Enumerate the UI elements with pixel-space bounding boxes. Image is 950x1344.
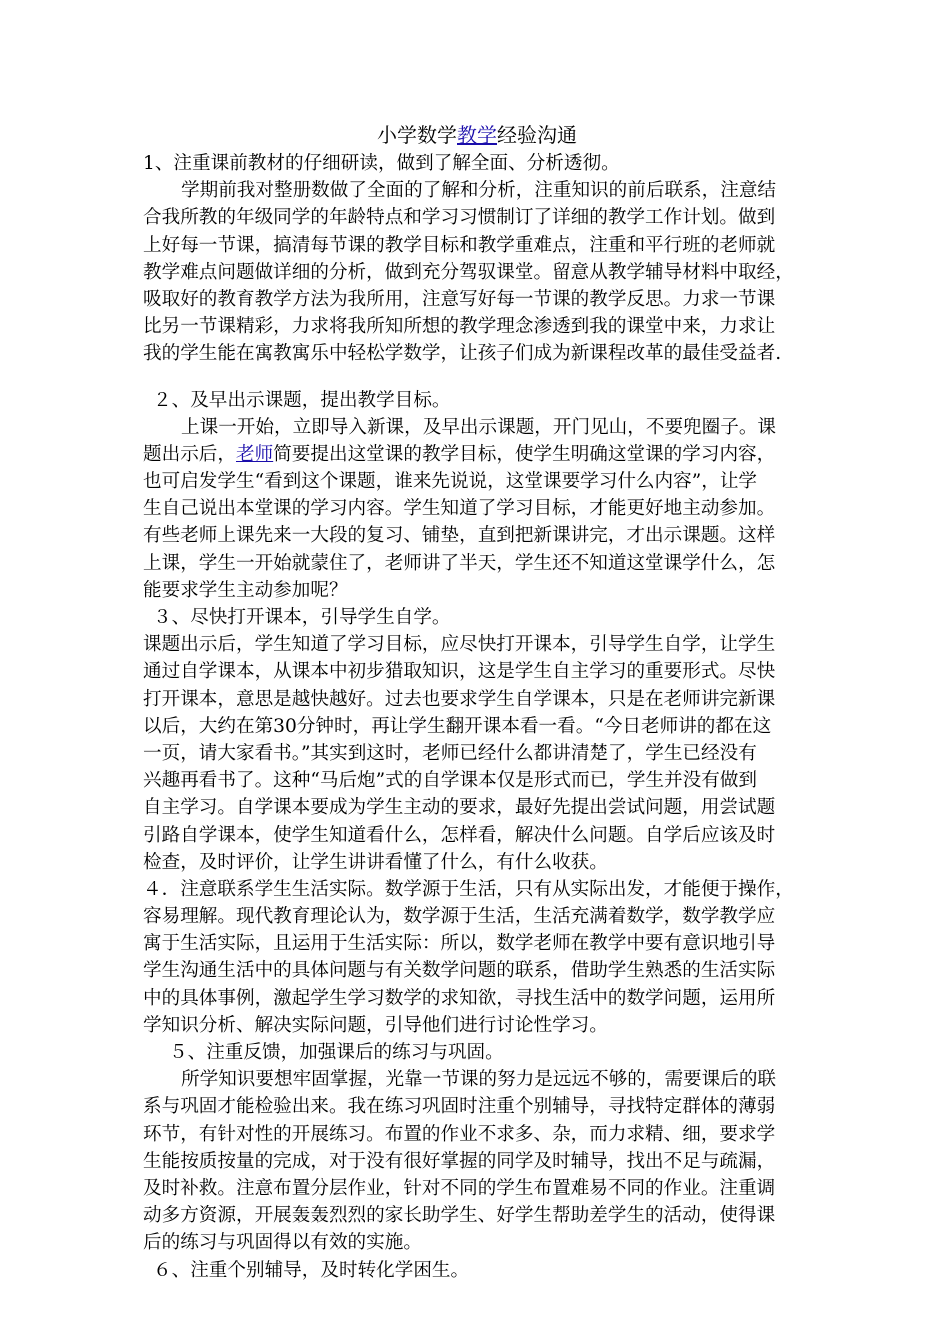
document-body — [143, 120, 811, 1284]
section-3-line: 一页，请大家看书。”其实到这时，老师已经什么都讲清楚了，学生已经没有 — [143, 742, 757, 764]
section-4-line: 中的具体事例，激起学生学习数学的求知欲，寻找生活中的数学问题，运用所 — [143, 987, 776, 1009]
section-3-line: 课题出示后，学生知道了学习目标，应尽快打开课本，引导学生自学，让学生 — [143, 634, 776, 656]
section-5-line: 环节，有针对性的开展练习。布置的作业不求多、杂，而力求精、细，要求学 — [143, 1123, 776, 1145]
document-title — [143, 120, 811, 150]
section-3-heading: ３、尽快打开课本，引导学生自学。 — [153, 607, 451, 628]
section-3-line: 自主学习。自学课本要成为学生主动的要求，最好先提出尝试问题，用尝试题 — [143, 797, 776, 819]
section-2-line: 能要求学生主动参加呢？ — [143, 579, 348, 601]
section-4-line: 学知识分析、解决实际问题，引导他们进行讨论性学习。 — [143, 1014, 608, 1036]
title-suffix: 经验沟通 — [497, 123, 577, 147]
section-4-line: 容易理解。现代教育理论认为，数学源于生活，生活充满着数学，数学教学应 — [143, 906, 776, 928]
section-2-text: 题出示后， — [143, 443, 236, 465]
section-4-line: 学生沟通生活中的具体问题与有关数学问题的联系，借助学生熟悉的生活实际 — [143, 960, 776, 982]
section-2-line: 上课一开始，立即导入新课，及早出示课题，开门见山，不要兜圈子。课 — [181, 416, 777, 438]
section-1-line: 吸取好的教育教学方法为我所用，注意写好每一节课的教学反思。力求一节课 — [143, 288, 776, 310]
section-1-line: 学期前我对整册数做了全面的了解和分析，注重知识的前后联系，注意结 — [181, 180, 777, 202]
section-3-line: 兴趣再看书了。这种“马后炮”式的自学课本仅是形式而已，学生并没有做到 — [143, 770, 758, 792]
teacher-link[interactable]: 老师 — [235, 443, 274, 465]
section-1-heading: 1、注重课前教材的仔细研读，做到了解全面、分析透彻。 — [143, 153, 620, 174]
section-2-text: 简要提出这堂课的教学目标，使学生明确这堂课的学习内容， — [273, 443, 776, 465]
section-3-line: 以后，大约在第30分钟时，再让学生翻开课本看一看。“今日老师讲的都在这 — [143, 715, 772, 737]
section-5-line: 动多方资源，开展轰轰烈烈的家长助学生、好学生帮助差学生的活动，使得课 — [143, 1205, 776, 1227]
section-5-heading: ５、注重反馈，加强课后的练习与巩固。 — [169, 1042, 504, 1063]
section-2-heading: ２、及早出示课题，提出教学目标。 — [153, 389, 451, 411]
section-5-line: 生能按质按量的完成，对于没有很好掌握的同学及时辅导，找出不足与疏漏， — [143, 1150, 776, 1172]
section-3-line: 检查，及时评价，让学生讲讲看懂了什么，有什么收获。 — [143, 851, 608, 873]
section-2-line: 上课，学生一开始就蒙住了，老师讲了半天，学生还不知道这堂课学什么，怎 — [143, 552, 776, 574]
section-gap — [143, 368, 811, 387]
section-5-line: 及时补救。注意布置分层作业，针对不同的学生布置难易不同的作业。注重调 — [143, 1177, 776, 1199]
title-prefix: 小学数学 — [377, 123, 457, 147]
section-3-line: 通过自学课本，从课本中初步猎取知识，这是学生自主学习的重要形式。尽快 — [143, 661, 776, 683]
section-6-heading: ６、注重个别辅导，及时转化学困生。 — [153, 1259, 470, 1281]
section-1-line: 上好每一节课，搞清每节课的教学目标和教学重难点，注重和平行班的老师就 — [143, 234, 776, 256]
section-5-line: 后的练习与巩固得以有效的实施。 — [143, 1232, 422, 1254]
section-4-line: 寓于生活实际，且运用于生活实际：所以，数学老师在教学中要有意识地引导 — [143, 933, 776, 955]
section-5-line: 所学知识要想牢固掌握，光靠一节课的努力是远远不够的，需要课后的联 — [181, 1069, 777, 1091]
section-3-line: 打开课本，意思是越快越好。过去也要求学生自学课本，只是在老师讲完新课 — [143, 688, 776, 710]
section-5-line: 系与巩固才能检验出来。我在练习巩固时注重个别辅导，寻找特定群体的薄弱 — [143, 1096, 776, 1118]
section-2-line-with-link — [143, 441, 811, 468]
section-4-heading: ４．注意联系学生生活实际。数学源于生活，只有从实际出发，才能便于操作， — [143, 878, 794, 900]
section-1-line: 教学难点问题做详细的分析，做到充分驾驭课堂。留意从教学辅导材料中取经， — [143, 261, 794, 283]
section-2-line: 有些老师上课先来一大段的复习、铺垫，直到把新课讲完，才出示课题。这样 — [143, 525, 776, 547]
section-2-line: 也可启发学生“看到这个课题，谁来先说说，这堂课要学习什么内容”，让学 — [143, 471, 758, 493]
section-2-line: 生自己说出本堂课的学习内容。学生知道了学习目标，才能更好地主动参加。 — [143, 498, 776, 520]
section-1-line: 我的学生能在寓教寓乐中轻松学数学，让孩子们成为新课程改革的最佳受益者. — [143, 343, 782, 365]
section-1-line: 合我所教的年级同学的年龄特点和学习习惯制订了详细的教学工作计划。做到 — [143, 207, 776, 229]
section-1-line: 比另一节课精彩，力求将我所知所想的教学理念渗透到我的课堂中来，力求让 — [143, 316, 776, 338]
title-link-teaching[interactable]: 教学 — [457, 123, 497, 147]
section-3-line: 引路自学课本，使学生知道看什么，怎样看，解决什么问题。自学后应该及时 — [143, 824, 776, 846]
